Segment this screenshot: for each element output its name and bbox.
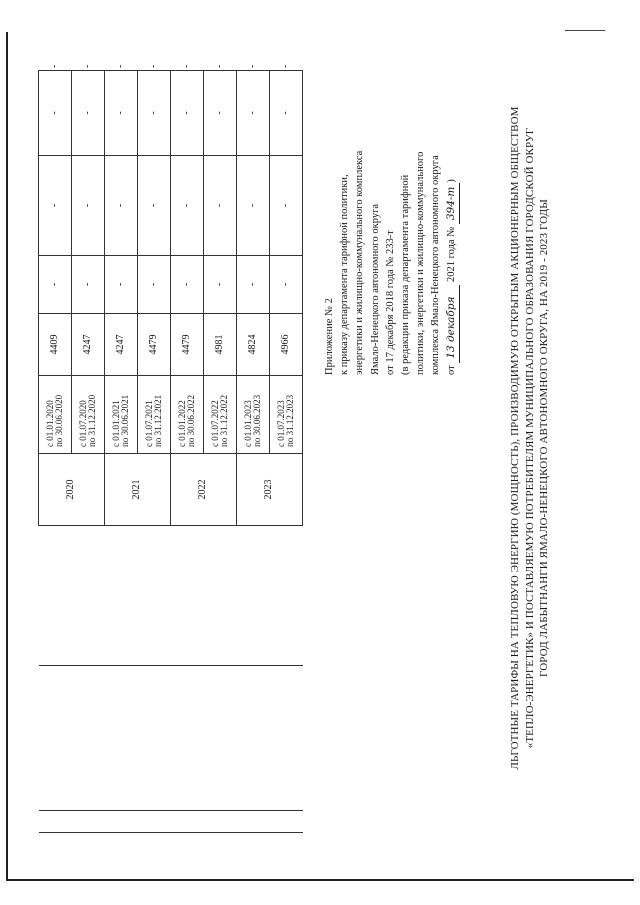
handwritten-number: 394-т (444, 183, 460, 225)
period-cell (270, 376, 303, 454)
table-row: 2020 с 01.01.2020 по 30.06.2020 4409 - - - - (39, 71, 72, 833)
dash-cell: - (171, 71, 204, 156)
table-row: с 01.07.2022 по 31.12.2022 4981 - - - - (204, 71, 237, 833)
table-row: с 01.07.2020 по 31.12.2020 4247 - - - - (72, 71, 105, 833)
tariff-value: 4247 (105, 314, 138, 376)
dash-cell: - (105, 256, 138, 314)
tariff-value: 4409 (39, 314, 72, 376)
table-row: с 01.07.2023 по 31.12.2023 4966 - - - - (270, 71, 303, 833)
year-text: 2021 года № (445, 226, 457, 283)
table-row: 2023 с 01.01.2023 по 30.06.2023 4824 - - - - (237, 71, 270, 833)
period-from: с 01.07.2023 (275, 400, 286, 447)
dash-cell: - (270, 256, 303, 314)
period-to: по 31.12.2023 (285, 394, 295, 447)
tariff-value: 4966 (270, 314, 303, 376)
period-cell (171, 376, 204, 454)
period-cell (237, 376, 270, 454)
period-to: по 30.06.2022 (186, 394, 196, 447)
dash-cell: - (72, 71, 105, 156)
dash-cell: - (204, 156, 237, 256)
appendix-signature-line (444, 45, 460, 375)
title-line: ЛЬГОТНЫЕ ТАРИФЫ НА ТЕПЛОВУЮ ЭНЕРГИЮ (МОЩНОСТЬ), ПРОИЗВОДИМУЮ ОТКРЫТЫМ АКЦИОНЕРНЫМ ОБЩЕСТВОМ (509, 106, 521, 770)
table-row: 2022 с 01.01.2022 по 30.06.2022 4479 - - - - (171, 71, 204, 833)
period-cell (204, 376, 237, 454)
dash-cell: - (138, 256, 171, 314)
period-to: по 31.12.2022 (219, 394, 229, 447)
blank-col-1 (39, 811, 303, 833)
close-paren: ) (445, 179, 457, 183)
dash-cell: - (39, 71, 72, 156)
dash-cell: - (105, 156, 138, 256)
from-prefix: от (445, 365, 457, 375)
dash-cell: - (237, 71, 270, 156)
dash-cell: - (171, 256, 204, 314)
period-cell (105, 376, 138, 454)
appendix-number: Приложение № 2 (324, 298, 335, 375)
period-cell (138, 376, 171, 454)
year-cell: 2020 (39, 454, 105, 526)
title-line: «ТЕПЛО-ЭНЕРГЕТИК» И ПОСТАВЛЯЕМУЮ ПОТРЕБИТЕЛЯМ МУНИЦИПАЛЬНОГО ОБРАЗОВАНИЯ ГОРОДСКОЙ ОКРУГ (523, 127, 536, 749)
dash-cell: - (204, 71, 237, 156)
tariff-value: 4479 (171, 314, 204, 376)
dash-cell: - (39, 256, 72, 314)
table-body (39, 64, 303, 833)
period-from: с 01.07.2022 (209, 400, 220, 447)
year-cell: 2023 (237, 454, 303, 526)
period-from: с 01.01.2023 (242, 400, 253, 447)
period-cell (72, 376, 105, 454)
appendix-line: к приказу департамента тарифной политики, (339, 174, 351, 375)
period-to: по 31.12.2021 (153, 394, 163, 447)
appendix-line: Ямало-Ненецкого автономного округа (369, 203, 381, 375)
period-from: с 01.01.2020 (44, 400, 55, 447)
appendix-line: политики, энергетики и жилищно-коммунального (415, 151, 427, 375)
period-from: с 01.01.2021 (110, 400, 121, 447)
dash-cell: - (138, 156, 171, 256)
dash-cell: - (72, 156, 105, 256)
dash-cell: - (39, 156, 72, 256)
dash-cell: - (270, 156, 303, 256)
period-to: по 30.06.2023 (252, 394, 262, 447)
dash-cell: - (270, 71, 303, 156)
period-to: по 30.06.2021 (120, 394, 130, 447)
year-cell: 2021 (105, 454, 171, 526)
period-from: с 01.07.2021 (143, 400, 154, 447)
period-from: с 01.01.2022 (176, 400, 187, 447)
tariff-value: 4981 (204, 314, 237, 376)
blank-col-3 (39, 526, 303, 666)
table-row: с 01.07.2021 по 31.12.2021 4479 - - - - (138, 71, 171, 833)
tariff-value: 4247 (72, 314, 105, 376)
dash-cell: - (204, 256, 237, 314)
tariff-table (38, 64, 303, 833)
dash-cell: - (237, 156, 270, 256)
appendix-line: от 17 декабря 2018 года № 233-т (384, 230, 396, 375)
dash-cell: - (72, 256, 105, 314)
dash-cell: - (105, 71, 138, 156)
title-line: ГОРОД ЛАБЫТНАНГИ ЯМАЛО-НЕНЕЦКОГО АВТОНОМНОГО ОКРУГА, НА 2019 - 2023 ГОДЫ (538, 199, 550, 677)
appendix-line: (в редакции приказа департамента тарифной (400, 174, 412, 375)
appendix-line: комплекса Ямало-Ненецкого автономного округа (430, 155, 442, 375)
table-row: 2021 с 01.01.2021 по 30.06.2021 4247 - - - - (105, 71, 138, 833)
tariff-value: 4479 (138, 314, 171, 376)
appendix-block (322, 45, 460, 375)
tariff-value: 4824 (237, 314, 270, 376)
handwritten-date: 13 декабря (444, 285, 460, 363)
period-from: с 01.07.2020 (77, 400, 88, 447)
dash-cell: - (237, 256, 270, 314)
period-cell (39, 376, 72, 454)
period-to: по 31.12.2020 (87, 394, 97, 447)
dash-cell: - (138, 71, 171, 156)
year-cell: 2022 (171, 454, 237, 526)
appendix-line: энергетики и жилищно-коммунального комплекса (354, 150, 366, 375)
blank-col-2 (39, 666, 303, 811)
dash-cell: - (171, 156, 204, 256)
period-to: по 30.06.2020 (54, 394, 64, 447)
document-title (508, 43, 552, 833)
